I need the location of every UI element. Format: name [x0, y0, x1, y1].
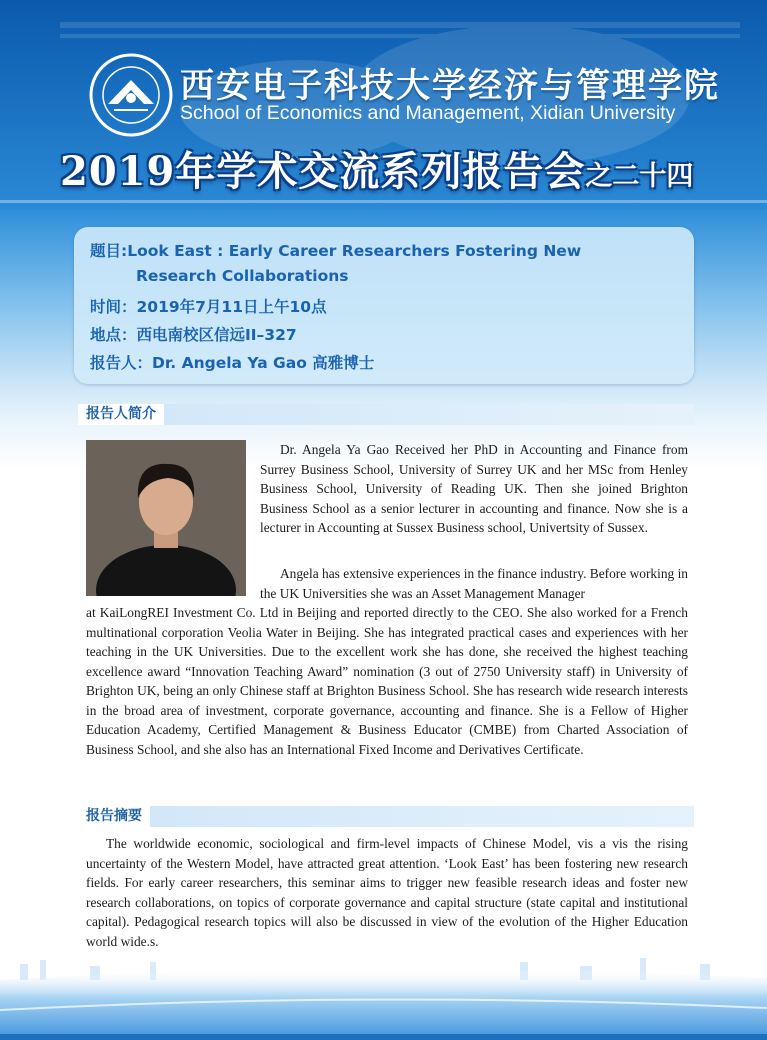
speaker-portrait-icon [86, 440, 246, 596]
topic-label: 题目: [90, 242, 128, 260]
banner-main: 2019年学术交流系列报告会 [60, 148, 586, 195]
topic-title-line2: Research Collaborations [136, 267, 349, 285]
university-seal-icon [88, 52, 174, 138]
bio-section-header [78, 404, 694, 425]
school-name-cn: 西安电子科技大学经济与管理学院 [180, 66, 720, 106]
school-name-en: School of Economics and Management, Xidian University [180, 102, 676, 124]
talk-location: 地点：西电南校区信远II–327 [90, 326, 297, 344]
bio-heading: 报告人简介 [78, 404, 164, 425]
abstract-heading: 报告摘要 [78, 806, 150, 827]
talk-speaker: 报告人：Dr. Angela Ya Gao 高雅博士 [90, 354, 375, 372]
footer-skyline-decoration [0, 950, 767, 1040]
topic-line [90, 239, 581, 261]
bio-paragraph-2-rest: at KaiLongREI Investment Co. Ltd in Beijing and reported directly to the CEO. She also worked for a French multinational corporation Veolia Water in Beijing. She has integrated practical cases and experiences with her teaching in the UK Universities. Due to the excellent work she has done, she received the highest teaching excellence award “Innovation Teaching Award” nomination (3 out of 2750 University staff) in University of Brighton UK, being an only Chinese staff at Brighton Business School. She has research wide research interests in the broad area of investment, corporate governance, accounting and finance. She is a Fellow of Higher Education Academy, Certified Management & Business Educator (CMBE) from Charted Association of Business School, and she also has an International Fixed Income and Derivatives Certificate. [86, 605, 688, 757]
topic-title-line1: Look East : Early Career Researchers Fostering New [127, 242, 582, 260]
abstract-paragraph: The worldwide economic, sociological and firm-level impacts of Chinese Model, vis a vis the rising uncertainty of the Western Model, have attracted great attention. ‘Look East’ has been fostering new research fields. For early career researchers, this seminar aims to trigger new feasible research ideas and foster new research collaborations, on topics of corporate governance and capital structure (state capital and institutional capital). Pedagogical research topics will also be discussed in view of the evolution of the Higher Education world wide.s. [86, 836, 688, 949]
series-banner [60, 140, 720, 200]
abstract-section-header [78, 806, 694, 827]
banner-suffix: 之二十四 [585, 161, 694, 192]
bio-paragraph-2-start: Angela has extensive experiences in the finance industry. Before working in the UK Universities she was an Asset Management Manager [260, 566, 688, 601]
talk-time: 时间：2019年7月11日上午10点 [90, 298, 327, 316]
bio-paragraph-1: Dr. Angela Ya Gao Received her PhD in Accounting and Finance from Surrey Business School, University of Surrey UK and her MSc from Henley Business School, University of Reading UK. Then she joined Brighton Business School as a senior lecturer in accounting and finance. Now she is a lecturer in Accounting at Sussex Business school, Univertsity of Sussex. [260, 442, 688, 535]
talk-info-box [74, 227, 694, 384]
